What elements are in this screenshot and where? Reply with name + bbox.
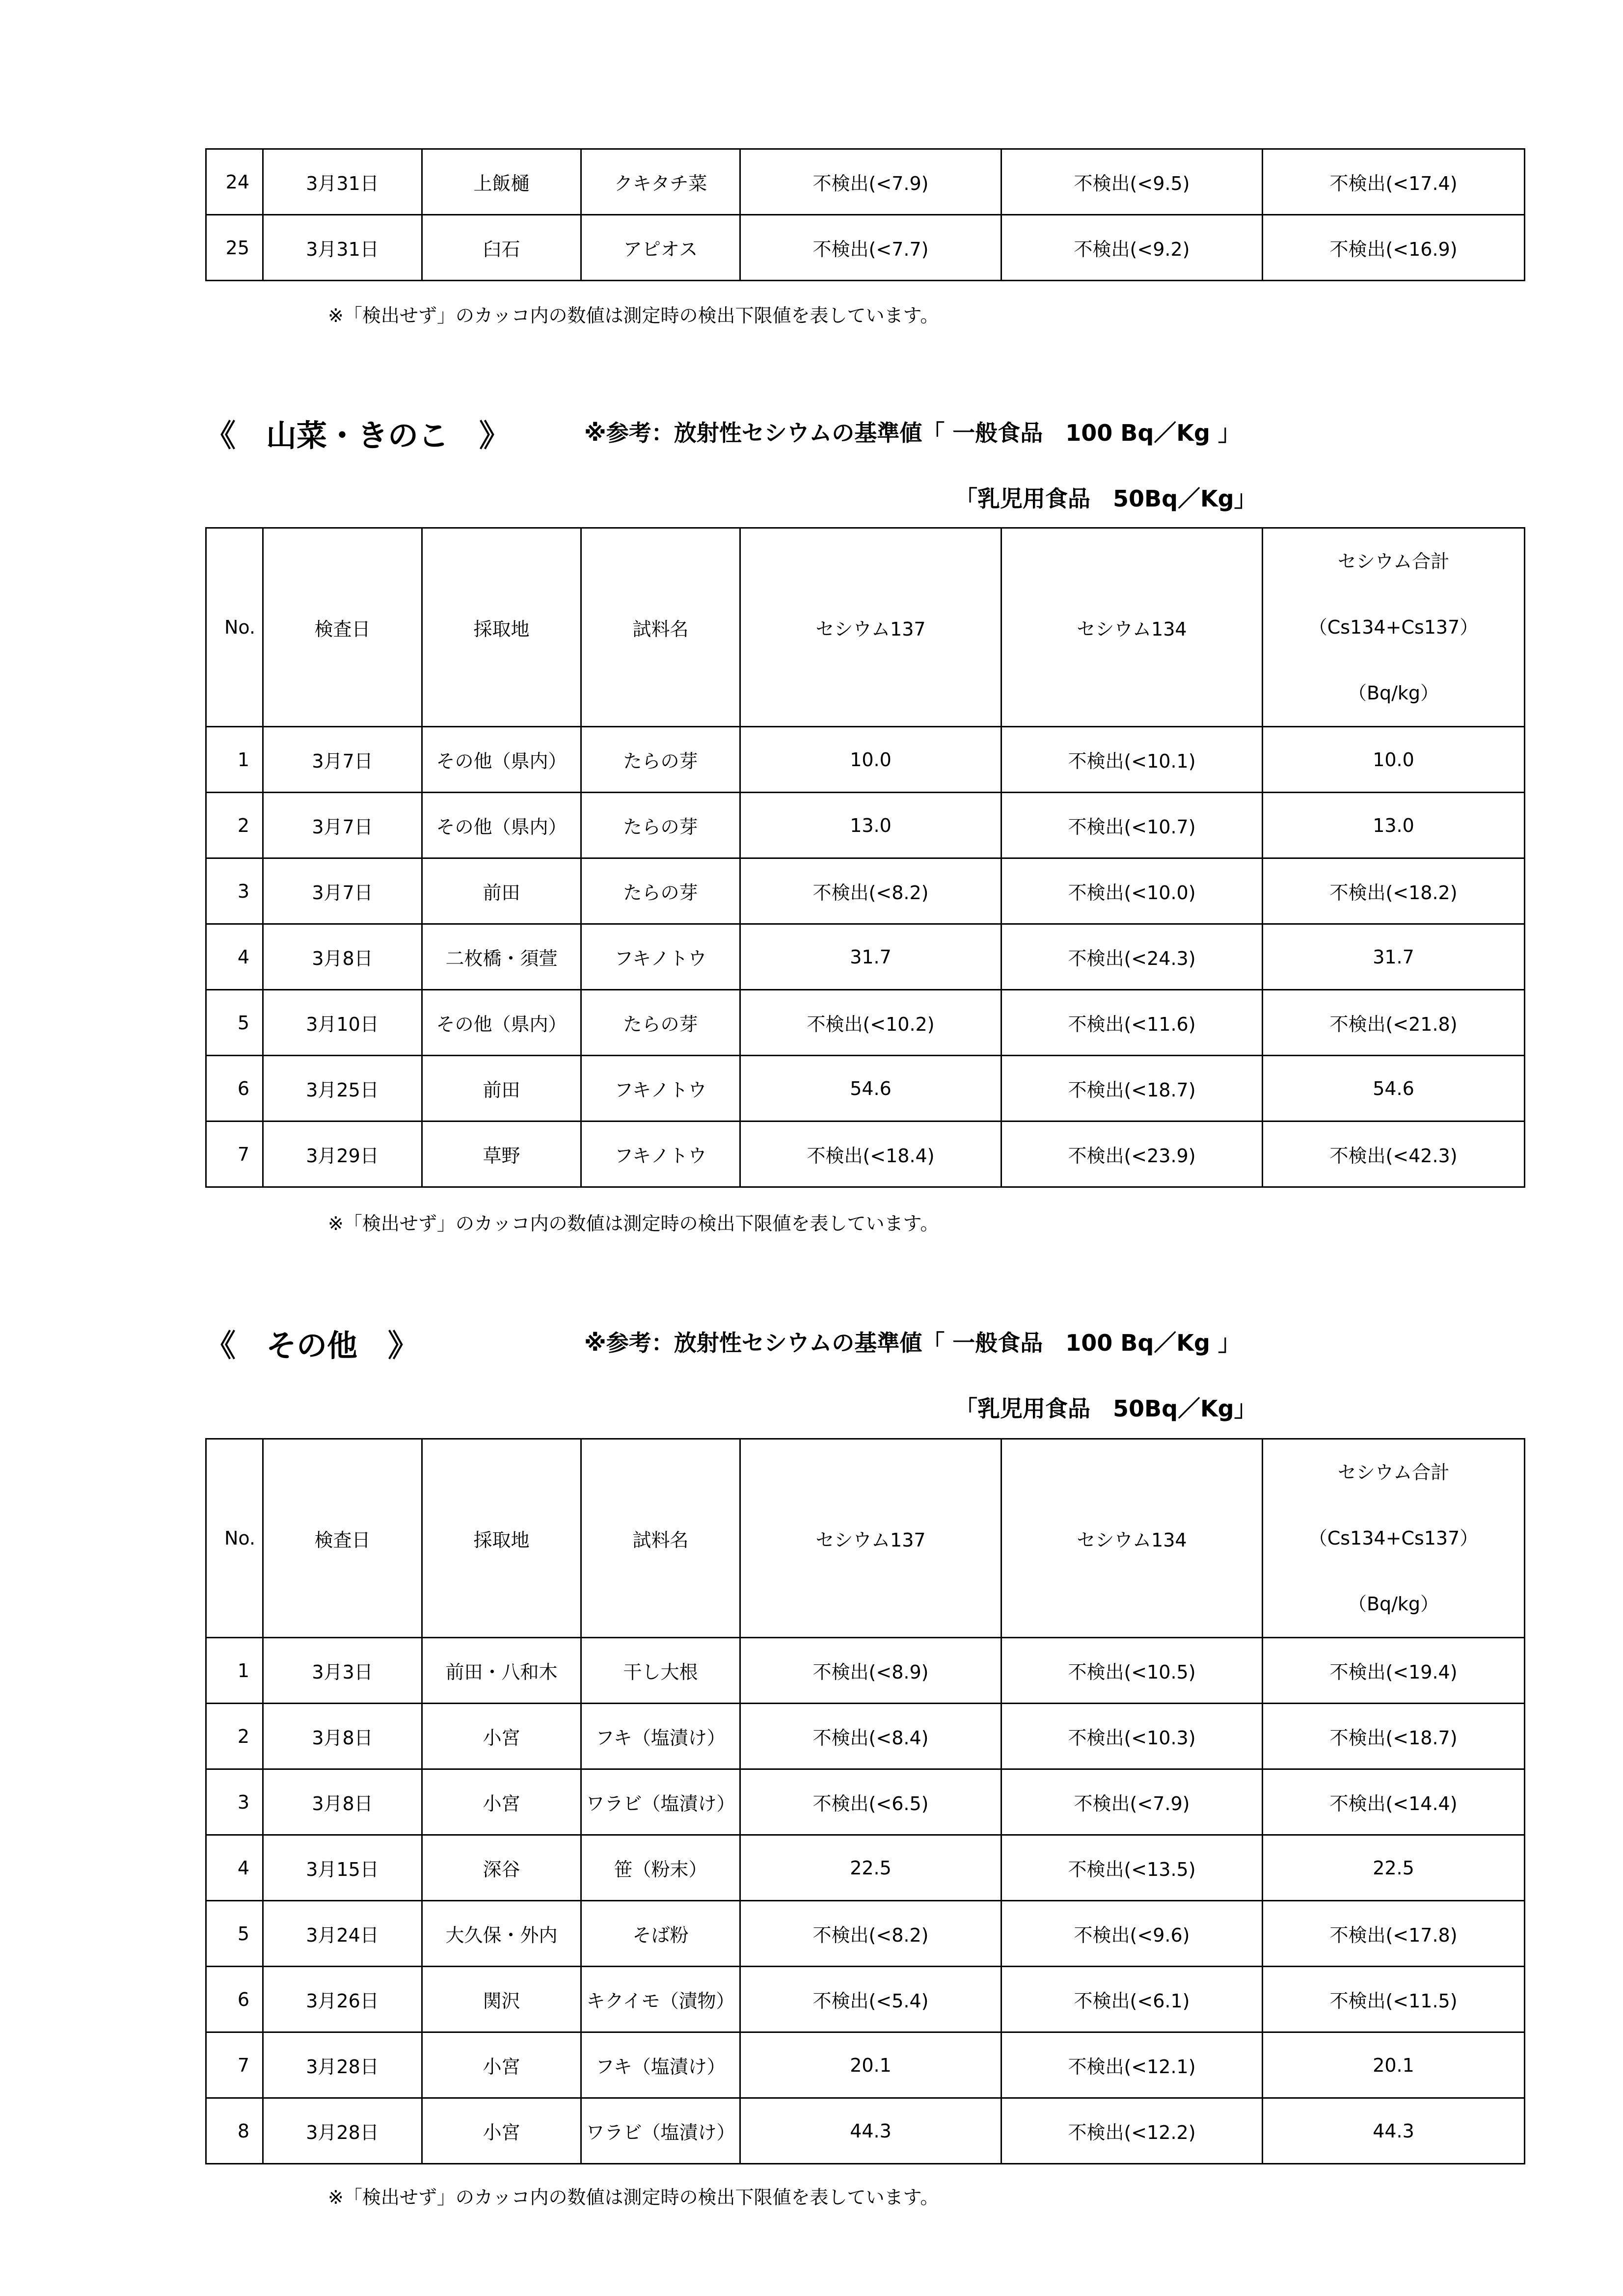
- cell-cs134: 不検出(<12.2): [1001, 2098, 1263, 2164]
- header-inspection-date: 検査日: [263, 528, 422, 727]
- header-sample-name: 試料名: [581, 1439, 740, 1638]
- table-row: [206, 793, 1525, 858]
- section-title-other: 《 その他 》: [205, 1328, 419, 1363]
- cell-cs137: 10.0: [740, 727, 1001, 793]
- cell-sample-name: フキ（塩漬け）: [581, 1704, 740, 1769]
- cell-inspection-date: 3月7日: [263, 793, 422, 858]
- header-sampling-site: 採取地: [422, 528, 581, 727]
- cell-sample-name: たらの芽: [581, 793, 740, 858]
- cell-sample-name: そば粉: [581, 1901, 740, 1967]
- table-row: [206, 858, 1525, 924]
- cell-sample-name: アピオス: [581, 215, 740, 281]
- table-row: [206, 1704, 1525, 1769]
- cell-sample-name: たらの芽: [581, 727, 740, 793]
- cell-cs-total: 10.0: [1263, 727, 1525, 793]
- cell-cs134: 不検出(<24.3): [1001, 924, 1263, 990]
- table-header: [206, 528, 1525, 727]
- cell-cs137: 不検出(<8.2): [740, 858, 1001, 924]
- cell-inspection-date: 3月31日: [263, 149, 422, 215]
- cell-no: 2: [206, 1704, 263, 1769]
- cell-cs137: 不検出(<8.9): [740, 1638, 1001, 1704]
- cell-sampling-site: 大久保・外内: [422, 1901, 581, 1967]
- cell-no: 4: [206, 1835, 263, 1901]
- cell-cs-total: 31.7: [1263, 924, 1525, 990]
- cell-sample-name: フキ（塩漬け）: [581, 2032, 740, 2098]
- cell-cs137: 不検出(<10.2): [740, 990, 1001, 1056]
- cell-no: 6: [206, 1056, 263, 1121]
- cell-cs134: 不検出(<10.0): [1001, 858, 1263, 924]
- cell-cs137: 不検出(<18.4): [740, 1121, 1001, 1187]
- cell-cs137: 13.0: [740, 793, 1001, 858]
- cell-no: 7: [206, 1121, 263, 1187]
- reference-infant-food: 「乳児用食品 50Bq／Kg」: [955, 485, 1257, 512]
- table-row: [206, 1638, 1525, 1704]
- cell-cs-total: 不検出(<18.2): [1263, 858, 1525, 924]
- reference-infant-food: 「乳児用食品 50Bq／Kg」: [955, 1395, 1257, 1422]
- cell-inspection-date: 3月3日: [263, 1638, 422, 1704]
- cell-sample-name: フキノトウ: [581, 1121, 740, 1187]
- cell-no: 5: [206, 990, 263, 1056]
- cell-cs137: 44.3: [740, 2098, 1001, 2164]
- cell-inspection-date: 3月26日: [263, 1967, 422, 2032]
- cell-cs-total: 不検出(<14.4): [1263, 1769, 1525, 1835]
- cell-no: 4: [206, 924, 263, 990]
- cell-cs134: 不検出(<18.7): [1001, 1056, 1263, 1121]
- cell-cs-total: 13.0: [1263, 793, 1525, 858]
- cell-cs134: 不検出(<7.9): [1001, 1769, 1263, 1835]
- header-cs-total: [1263, 1439, 1525, 1638]
- cell-sampling-site: 深谷: [422, 1835, 581, 1901]
- cell-no: 1: [206, 1638, 263, 1704]
- other-results-table: [205, 1438, 1525, 2164]
- header-line: （Bq/kg）: [1348, 1593, 1439, 1615]
- cell-cs-total: 22.5: [1263, 1835, 1525, 1901]
- header-line: セシウム合計: [1337, 551, 1450, 572]
- cell-sampling-site: 臼石: [422, 215, 581, 281]
- cell-sample-name: 干し大根: [581, 1638, 740, 1704]
- cell-inspection-date: 3月7日: [263, 727, 422, 793]
- cell-sample-name: たらの芽: [581, 990, 740, 1056]
- cell-no: 7: [206, 2032, 263, 2098]
- cell-cs134: 不検出(<6.1): [1001, 1967, 1263, 2032]
- cell-no: 1: [206, 727, 263, 793]
- header-line: （Cs134+Cs137）: [1308, 616, 1479, 638]
- cell-inspection-date: 3月28日: [263, 2032, 422, 2098]
- cell-no: 8: [206, 2098, 263, 2164]
- reference-general-food: ※参考：放射性セシウムの基準値「 一般食品 100 Bq／Kg 」: [584, 420, 1241, 446]
- header-sampling-site: 採取地: [422, 1439, 581, 1638]
- table-row: [206, 1967, 1525, 2032]
- cell-sampling-site: 前田: [422, 858, 581, 924]
- cell-cs134: 不検出(<10.5): [1001, 1638, 1263, 1704]
- cell-cs134: 不検出(<9.5): [1001, 149, 1263, 215]
- cell-cs137: 不検出(<7.7): [740, 215, 1001, 281]
- cell-sampling-site: 小宮: [422, 1704, 581, 1769]
- header-row: [206, 1439, 1525, 1638]
- cell-cs134: 不検出(<9.2): [1001, 215, 1263, 281]
- header-no: No.: [206, 1439, 263, 1638]
- cell-cs137: 不検出(<8.4): [740, 1704, 1001, 1769]
- cell-cs-total: 不検出(<18.7): [1263, 1704, 1525, 1769]
- cell-cs137: 22.5: [740, 1835, 1001, 1901]
- cell-cs-total: 54.6: [1263, 1056, 1525, 1121]
- cell-no: 3: [206, 858, 263, 924]
- section-title-sansai: 《 山菜・きのこ 》: [205, 418, 510, 454]
- cell-sampling-site: 草野: [422, 1121, 581, 1187]
- cell-sample-name: ワラビ（塩漬け）: [581, 2098, 740, 2164]
- cell-no: 25: [206, 215, 263, 281]
- cell-cs134: 不検出(<13.5): [1001, 1835, 1263, 1901]
- cell-sampling-site: 上飯樋: [422, 149, 581, 215]
- header-cs134: セシウム134: [1001, 1439, 1263, 1638]
- cell-cs-total: 44.3: [1263, 2098, 1525, 2164]
- cell-cs134: 不検出(<9.6): [1001, 1901, 1263, 1967]
- cell-inspection-date: 3月29日: [263, 1121, 422, 1187]
- cell-sampling-site: 小宮: [422, 2032, 581, 2098]
- header-cs-total: [1263, 528, 1525, 727]
- cell-sampling-site: その他（県内）: [422, 727, 581, 793]
- header-line: （Bq/kg）: [1348, 682, 1439, 704]
- header-sample-name: 試料名: [581, 528, 740, 727]
- cell-inspection-date: 3月25日: [263, 1056, 422, 1121]
- cell-inspection-date: 3月8日: [263, 1704, 422, 1769]
- table-row: [206, 2032, 1525, 2098]
- header-cs134: セシウム134: [1001, 528, 1263, 727]
- cell-inspection-date: 3月31日: [263, 215, 422, 281]
- cell-cs-total: 不検出(<17.4): [1263, 149, 1525, 215]
- cell-sample-name: フキノトウ: [581, 1056, 740, 1121]
- table-row: [206, 1769, 1525, 1835]
- cell-sample-name: ワラビ（塩漬け）: [581, 1769, 740, 1835]
- cell-cs137: 不検出(<7.9): [740, 149, 1001, 215]
- cell-sampling-site: その他（県内）: [422, 793, 581, 858]
- table-row: [206, 2098, 1525, 2164]
- cell-sample-name: クキタチ菜: [581, 149, 740, 215]
- cell-inspection-date: 3月10日: [263, 990, 422, 1056]
- cell-sampling-site: その他（県内）: [422, 990, 581, 1056]
- cell-sample-name: たらの芽: [581, 858, 740, 924]
- cell-cs137: 20.1: [740, 2032, 1001, 2098]
- cell-no: 6: [206, 1967, 263, 2032]
- cell-cs-total: 20.1: [1263, 2032, 1525, 2098]
- reference-general-food: ※参考：放射性セシウムの基準値「 一般食品 100 Bq／Kg 」: [584, 1330, 1241, 1356]
- detection-limit-note: ※「検出せず」のカッコ内の数値は測定時の検出下限値を表しています。: [328, 2187, 939, 2208]
- cell-cs-total: 不検出(<21.8): [1263, 990, 1525, 1056]
- cell-cs-total: 不検出(<11.5): [1263, 1967, 1525, 2032]
- cell-inspection-date: 3月28日: [263, 2098, 422, 2164]
- header-no: No.: [206, 528, 263, 727]
- cell-cs134: 不検出(<10.7): [1001, 793, 1263, 858]
- table-row: [206, 1835, 1525, 1901]
- cell-cs-total: 不検出(<19.4): [1263, 1638, 1525, 1704]
- header-row: [206, 528, 1525, 727]
- cell-cs137: 不検出(<8.2): [740, 1901, 1001, 1967]
- cell-sample-name: キクイモ（漬物）: [581, 1967, 740, 2032]
- cell-cs134: 不検出(<23.9): [1001, 1121, 1263, 1187]
- cell-inspection-date: 3月24日: [263, 1901, 422, 1967]
- cell-cs137: 54.6: [740, 1056, 1001, 1121]
- cell-inspection-date: 3月8日: [263, 1769, 422, 1835]
- cell-cs137: 不検出(<6.5): [740, 1769, 1001, 1835]
- cell-inspection-date: 3月8日: [263, 924, 422, 990]
- table-row: [206, 1121, 1525, 1187]
- cell-no: 3: [206, 1769, 263, 1835]
- cell-sampling-site: 小宮: [422, 1769, 581, 1835]
- detection-limit-note: ※「検出せず」のカッコ内の数値は測定時の検出下限値を表しています。: [328, 1213, 939, 1234]
- table-row: [206, 215, 1525, 281]
- cell-cs-total: 不検出(<42.3): [1263, 1121, 1525, 1187]
- cell-cs134: 不検出(<10.3): [1001, 1704, 1263, 1769]
- table-row: [206, 727, 1525, 793]
- table-row: [206, 1056, 1525, 1121]
- cell-cs137: 31.7: [740, 924, 1001, 990]
- table-body: [206, 727, 1525, 1187]
- cell-inspection-date: 3月7日: [263, 858, 422, 924]
- table-row: [206, 1901, 1525, 1967]
- table-row: [206, 924, 1525, 990]
- header-inspection-date: 検査日: [263, 1439, 422, 1638]
- cell-sampling-site: 前田・八和木: [422, 1638, 581, 1704]
- header-line: セシウム合計: [1337, 1462, 1450, 1483]
- cell-sampling-site: 二枚橋・須萱: [422, 924, 581, 990]
- cell-no: 5: [206, 1901, 263, 1967]
- table-body: [206, 149, 1525, 281]
- header-cs137: セシウム137: [740, 528, 1001, 727]
- cell-sample-name: フキノトウ: [581, 924, 740, 990]
- cell-cs137: 不検出(<5.4): [740, 1967, 1001, 2032]
- cell-sampling-site: 関沢: [422, 1967, 581, 2032]
- sansai-results-table: [205, 527, 1525, 1188]
- header-line: （Cs134+Cs137）: [1308, 1527, 1479, 1549]
- cell-cs-total: 不検出(<16.9): [1263, 215, 1525, 281]
- cell-cs-total: 不検出(<17.8): [1263, 1901, 1525, 1967]
- cell-sampling-site: 小宮: [422, 2098, 581, 2164]
- cell-cs134: 不検出(<12.1): [1001, 2032, 1263, 2098]
- cell-sample-name: 笹（粉末）: [581, 1835, 740, 1901]
- cell-sampling-site: 前田: [422, 1056, 581, 1121]
- table-row: [206, 990, 1525, 1056]
- cell-cs134: 不検出(<10.1): [1001, 727, 1263, 793]
- cell-inspection-date: 3月15日: [263, 1835, 422, 1901]
- cell-no: 24: [206, 149, 263, 215]
- continued-results-table: [205, 148, 1525, 281]
- detection-limit-note: ※「検出せず」のカッコ内の数値は測定時の検出下限値を表しています。: [328, 305, 939, 326]
- cell-cs134: 不検出(<11.6): [1001, 990, 1263, 1056]
- header-cs137: セシウム137: [740, 1439, 1001, 1638]
- table-header: [206, 1439, 1525, 1638]
- table-row: [206, 149, 1525, 215]
- table-body: [206, 1638, 1525, 2164]
- cell-no: 2: [206, 793, 263, 858]
